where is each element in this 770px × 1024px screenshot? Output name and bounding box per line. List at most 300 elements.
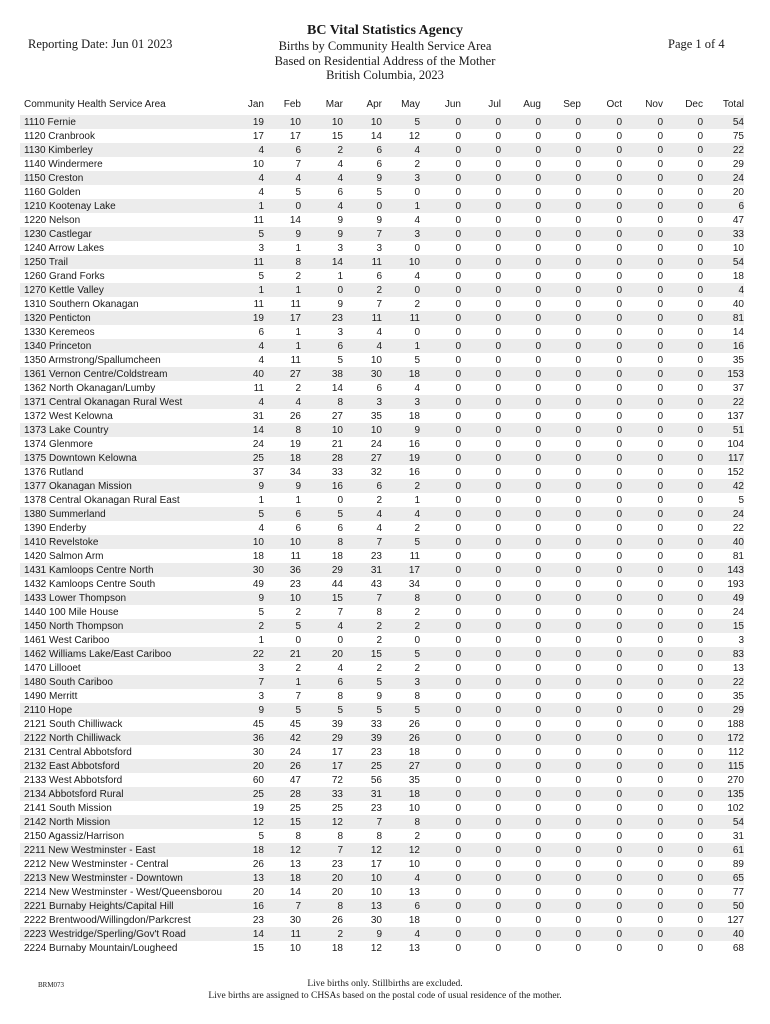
table-row: [20, 479, 744, 493]
value-cell: 0: [535, 942, 541, 954]
value-cell: 40: [732, 298, 744, 310]
value-cell: 0: [663, 171, 703, 185]
value-cell: 5: [376, 186, 382, 198]
value-cell: 0: [657, 466, 663, 478]
value-cell: 0: [581, 171, 622, 185]
value-cell: 0: [581, 423, 622, 437]
value-cell: 25: [343, 759, 382, 773]
value-cell: 15: [343, 647, 382, 661]
report-title: BC Vital Statistics Agency: [307, 23, 463, 38]
value-cell: 0: [657, 914, 663, 926]
value-cell: 0: [575, 718, 581, 730]
table-row: [20, 381, 744, 395]
value-cell: 0: [657, 774, 663, 786]
value-cell: 0: [581, 563, 622, 577]
value-cell: 0: [575, 438, 581, 450]
value-cell: 34: [289, 466, 301, 478]
value-cell: 117: [703, 451, 744, 465]
value-cell: 4: [264, 395, 301, 409]
value-cell: 3: [258, 662, 264, 674]
value-cell: 15: [252, 942, 264, 954]
value-cell: 10: [301, 115, 343, 129]
value-cell: 81: [703, 311, 744, 325]
value-cell: 0: [657, 718, 663, 730]
value-cell: 27: [331, 410, 343, 422]
value-cell: 153: [703, 367, 744, 381]
value-cell: 0: [535, 354, 541, 366]
value-cell: 0: [616, 914, 622, 926]
value-cell: 7: [337, 606, 343, 618]
table-row: [20, 633, 744, 647]
value-cell: 23: [301, 311, 343, 325]
value-cell: 0: [616, 858, 622, 870]
area-name-cell: 2110 Hope: [20, 703, 232, 717]
value-cell: 0: [616, 214, 622, 226]
value-cell: 12: [301, 815, 343, 829]
value-cell: 0: [455, 578, 461, 590]
value-cell: 0: [697, 214, 703, 226]
value-cell: 37: [732, 382, 744, 394]
value-cell: 0: [622, 479, 663, 493]
value-cell: 0: [461, 591, 501, 605]
value-cell: 0: [657, 130, 663, 142]
area-name-cell: 2121 South Chilliwack: [24, 718, 123, 730]
table-row: [20, 745, 744, 759]
value-cell: 0: [495, 158, 501, 170]
value-cell: 0: [663, 815, 703, 829]
value-cell: 9: [264, 479, 301, 493]
value-cell: 0: [581, 787, 622, 801]
area-name-cell: 1462 Williams Lake/East Cariboo: [20, 647, 232, 661]
value-cell: 2: [343, 619, 382, 633]
value-cell: 0: [622, 619, 663, 633]
value-cell: 4: [337, 158, 343, 170]
value-cell: 25: [232, 787, 264, 801]
value-cell: 0: [581, 199, 622, 213]
value-cell: 0: [697, 802, 703, 814]
value-cell: 0: [495, 214, 501, 226]
value-cell: 0: [495, 886, 501, 898]
value-cell: 0: [657, 662, 663, 674]
value-cell: 0: [420, 171, 461, 185]
value-cell: 6: [301, 675, 343, 689]
value-cell: 5: [301, 507, 343, 521]
value-cell: 5: [382, 535, 420, 549]
value-cell: 0: [581, 731, 622, 745]
value-cell: 9: [376, 690, 382, 702]
value-cell: 2: [232, 619, 264, 633]
value-cell: 0: [535, 606, 541, 618]
area-name-cell: 2133 West Abbotsford: [24, 774, 123, 786]
value-cell: 30: [343, 367, 382, 381]
value-cell: 4: [232, 395, 264, 409]
value-cell: 0: [501, 563, 541, 577]
value-cell: 54: [703, 255, 744, 269]
value-cell: 0: [420, 927, 461, 941]
area-name-cell: 1420 Salmon Arm: [24, 550, 104, 562]
value-cell: 0: [455, 606, 461, 618]
value-cell: 0: [420, 115, 461, 129]
value-cell: 0: [541, 731, 581, 745]
value-cell: 1: [295, 242, 301, 254]
value-cell: 0: [581, 759, 622, 773]
value-cell: 0: [535, 466, 541, 478]
area-name-cell: 1431 Kamloops Centre North: [20, 563, 232, 577]
value-cell: 0: [541, 171, 581, 185]
value-cell: 15: [264, 815, 301, 829]
value-cell: 0: [663, 759, 703, 773]
value-cell: 0: [616, 522, 622, 534]
value-cell: 0: [420, 339, 461, 353]
value-cell: 0: [622, 815, 663, 829]
value-cell: 0: [420, 451, 461, 465]
value-cell: 13: [289, 858, 301, 870]
value-cell: 2: [301, 143, 343, 157]
value-cell: 4: [232, 143, 264, 157]
value-cell: 38: [301, 367, 343, 381]
value-cell: 0: [616, 942, 622, 954]
value-cell: 39: [343, 731, 382, 745]
value-cell: 0: [535, 130, 541, 142]
value-cell: 0: [622, 899, 663, 913]
value-cell: 7: [301, 843, 343, 857]
value-cell: 18: [232, 843, 264, 857]
area-name-cell: 2223 Westridge/Sperling/Gov't Road: [20, 927, 232, 941]
value-cell: 2: [414, 662, 420, 674]
table-row: [20, 465, 744, 479]
table-row: [20, 675, 744, 689]
table-row: [20, 115, 744, 129]
value-cell: 0: [501, 479, 541, 493]
value-cell: 0: [495, 718, 501, 730]
area-name-cell: 1310 Southern Okanagan: [24, 298, 139, 310]
value-cell: 0: [581, 535, 622, 549]
area-name-cell: 2221 Burnaby Heights/Capital Hill: [20, 899, 232, 913]
value-cell: 10: [732, 242, 744, 254]
table-row: [20, 563, 744, 577]
value-cell: 3: [258, 690, 264, 702]
value-cell: 0: [663, 843, 703, 857]
value-cell: 0: [420, 591, 461, 605]
column-header-dec: Dec: [685, 99, 703, 110]
area-name-cell: 1432 Kamloops Centre South: [24, 578, 156, 590]
value-cell: 0: [622, 535, 663, 549]
value-cell: 5: [264, 703, 301, 717]
value-cell: 0: [455, 718, 461, 730]
value-cell: 0: [382, 283, 420, 297]
value-cell: 0: [575, 662, 581, 674]
value-cell: 0: [663, 787, 703, 801]
value-cell: 5: [337, 354, 343, 366]
area-name-cell: 1160 Golden: [24, 186, 81, 198]
value-cell: 2: [382, 479, 420, 493]
value-cell: 0: [581, 843, 622, 857]
table-row: [20, 731, 744, 745]
value-cell: 0: [501, 815, 541, 829]
value-cell: 0: [501, 899, 541, 913]
value-cell: 18: [732, 270, 744, 282]
value-cell: 2: [414, 830, 420, 842]
value-cell: 12: [370, 942, 382, 954]
table-row: [20, 241, 744, 255]
value-cell: 44: [331, 578, 343, 590]
value-cell: 0: [657, 214, 663, 226]
value-cell: 16: [408, 466, 420, 478]
value-cell: 0: [461, 787, 501, 801]
value-cell: 0: [616, 242, 622, 254]
value-cell: 0: [616, 774, 622, 786]
column-header-feb: Feb: [283, 99, 301, 110]
value-cell: 0: [541, 339, 581, 353]
value-cell: 0: [495, 914, 501, 926]
value-cell: 10: [264, 591, 301, 605]
value-cell: 0: [495, 298, 501, 310]
value-cell: 0: [657, 410, 663, 422]
value-cell: 4: [258, 354, 264, 366]
value-cell: 27: [382, 759, 420, 773]
value-cell: 0: [575, 242, 581, 254]
area-name-cell: 1270 Kettle Valley: [20, 283, 232, 297]
value-cell: 0: [455, 802, 461, 814]
value-cell: 60: [252, 774, 264, 786]
area-name-cell: 1330 Keremeos: [24, 326, 95, 338]
value-cell: 29: [703, 703, 744, 717]
value-cell: 30: [252, 746, 264, 758]
value-cell: 3: [337, 326, 343, 338]
value-cell: 45: [252, 718, 264, 730]
value-cell: 0: [581, 647, 622, 661]
footer-note-1: Live births only. Stillbirths are excluded.: [307, 979, 463, 989]
value-cell: 14: [301, 255, 343, 269]
value-cell: 0: [461, 479, 501, 493]
value-cell: 14: [289, 214, 301, 226]
value-cell: 0: [455, 410, 461, 422]
value-cell: 0: [663, 199, 703, 213]
value-cell: 0: [575, 578, 581, 590]
value-cell: 83: [703, 647, 744, 661]
value-cell: 7: [264, 899, 301, 913]
value-cell: 2: [414, 606, 420, 618]
value-cell: 0: [697, 438, 703, 450]
area-name-cell: 1320 Penticton: [20, 311, 232, 325]
value-cell: 0: [461, 675, 501, 689]
value-cell: 0: [663, 871, 703, 885]
value-cell: 13: [732, 662, 744, 674]
value-cell: 172: [703, 731, 744, 745]
value-cell: 10: [232, 535, 264, 549]
value-cell: 14: [370, 130, 382, 142]
value-cell: 24: [289, 746, 301, 758]
value-cell: 0: [535, 578, 541, 590]
value-cell: 270: [727, 774, 744, 786]
value-cell: 3: [382, 675, 420, 689]
value-cell: 0: [657, 634, 663, 646]
value-cell: 8: [414, 690, 420, 702]
table-row: [20, 843, 744, 857]
value-cell: 18: [331, 942, 343, 954]
page-indicator: Page 1 of 4: [668, 37, 725, 51]
table-row: [20, 577, 744, 591]
value-cell: 0: [575, 354, 581, 366]
value-cell: 9: [337, 214, 343, 226]
area-name-cell: 1373 Lake Country: [20, 423, 232, 437]
value-cell: 0: [343, 199, 382, 213]
value-cell: 5: [343, 703, 382, 717]
value-cell: 13: [343, 899, 382, 913]
value-cell: 34: [408, 578, 420, 590]
value-cell: 22: [703, 143, 744, 157]
value-cell: 0: [414, 326, 420, 338]
value-cell: 6: [376, 382, 382, 394]
area-name-cell: 2222 Brentwood/Willingdon/Parkcrest: [24, 914, 191, 926]
value-cell: 6: [258, 326, 264, 338]
value-cell: 0: [495, 466, 501, 478]
value-cell: 0: [581, 311, 622, 325]
value-cell: 61: [703, 843, 744, 857]
value-cell: 6: [337, 186, 343, 198]
value-cell: 3: [382, 171, 420, 185]
value-cell: 0: [501, 843, 541, 857]
value-cell: 6: [301, 339, 343, 353]
value-cell: 16: [703, 339, 744, 353]
value-cell: 2: [301, 927, 343, 941]
area-name-cell: 1230 Castlegar: [20, 227, 232, 241]
value-cell: 12: [382, 843, 420, 857]
value-cell: 4: [264, 171, 301, 185]
value-cell: 9: [343, 171, 382, 185]
value-cell: 0: [575, 690, 581, 702]
value-cell: 0: [420, 815, 461, 829]
value-cell: 2: [414, 158, 420, 170]
value-cell: 4: [414, 214, 420, 226]
value-cell: 0: [622, 843, 663, 857]
value-cell: 17: [331, 746, 343, 758]
value-cell: 112: [728, 746, 744, 758]
value-cell: 8: [382, 815, 420, 829]
value-cell: 0: [657, 886, 663, 898]
value-cell: 0: [501, 255, 541, 269]
value-cell: 21: [264, 647, 301, 661]
value-cell: 0: [535, 634, 541, 646]
value-cell: 19: [382, 451, 420, 465]
table-row: [20, 269, 744, 283]
value-cell: 0: [501, 311, 541, 325]
table-row: [20, 703, 744, 717]
value-cell: 29: [301, 563, 343, 577]
value-cell: 0: [697, 522, 703, 534]
value-cell: 0: [616, 690, 622, 702]
value-cell: 0: [697, 634, 703, 646]
value-cell: 0: [535, 270, 541, 282]
value-cell: 0: [337, 634, 343, 646]
area-name-cell: 2142 North Mission: [20, 815, 232, 829]
value-cell: 0: [495, 942, 501, 954]
value-cell: 0: [622, 871, 663, 885]
value-cell: 0: [264, 199, 301, 213]
column-header-jun: Jun: [444, 99, 461, 110]
value-cell: 0: [663, 339, 703, 353]
value-cell: 0: [622, 227, 663, 241]
value-cell: 19: [232, 115, 264, 129]
value-cell: 40: [232, 367, 264, 381]
value-cell: 0: [501, 619, 541, 633]
value-cell: 0: [420, 395, 461, 409]
table-row: [20, 661, 744, 675]
value-cell: 89: [732, 858, 744, 870]
value-cell: 0: [455, 858, 461, 870]
value-cell: 0: [461, 367, 501, 381]
value-cell: 0: [697, 410, 703, 422]
value-cell: 11: [253, 382, 264, 394]
value-cell: 0: [535, 802, 541, 814]
value-cell: 0: [581, 255, 622, 269]
value-cell: 0: [535, 298, 541, 310]
value-cell: 0: [541, 759, 581, 773]
value-cell: 81: [732, 550, 744, 562]
value-cell: 0: [337, 494, 343, 506]
value-cell: 15: [703, 619, 744, 633]
value-cell: 0: [657, 382, 663, 394]
value-cell: 18: [264, 871, 301, 885]
value-cell: 7: [376, 298, 382, 310]
report-code: BRM073: [38, 981, 65, 989]
value-cell: 10: [370, 354, 382, 366]
value-cell: 188: [727, 718, 744, 730]
value-cell: 6: [703, 199, 744, 213]
area-name-cell: 2150 Agassiz/Harrison: [24, 830, 125, 842]
value-cell: 4: [382, 927, 420, 941]
value-cell: 0: [541, 311, 581, 325]
value-cell: 0: [455, 186, 461, 198]
value-cell: 7: [343, 591, 382, 605]
value-cell: 12: [343, 843, 382, 857]
value-cell: 0: [495, 326, 501, 338]
value-cell: 0: [420, 479, 461, 493]
value-cell: 6: [376, 270, 382, 282]
area-name-cell: 2132 East Abbotsford: [20, 759, 232, 773]
value-cell: 6: [343, 479, 382, 493]
value-cell: 0: [622, 927, 663, 941]
value-cell: 0: [657, 802, 663, 814]
value-cell: 14: [232, 423, 264, 437]
value-cell: 0: [697, 662, 703, 674]
value-cell: 10: [343, 115, 382, 129]
value-cell: 22: [232, 647, 264, 661]
value-cell: 23: [252, 914, 264, 926]
value-cell: 0: [622, 703, 663, 717]
value-cell: 18: [264, 451, 301, 465]
value-cell: 0: [535, 410, 541, 422]
value-cell: 0: [495, 802, 501, 814]
table-row: [20, 367, 744, 381]
area-name-cell: 1376 Rutland: [24, 466, 84, 478]
value-cell: 0: [495, 746, 501, 758]
value-cell: 56: [370, 774, 382, 786]
value-cell: 35: [408, 774, 420, 786]
value-cell: 0: [420, 731, 461, 745]
value-cell: 29: [732, 158, 744, 170]
value-cell: 0: [414, 186, 420, 198]
value-cell: 0: [575, 550, 581, 562]
value-cell: 8: [337, 690, 343, 702]
value-cell: 0: [461, 703, 501, 717]
table-row: [20, 171, 744, 185]
value-cell: 11: [253, 214, 264, 226]
value-cell: 0: [501, 535, 541, 549]
area-name-cell: 1340 Princeton: [20, 339, 232, 353]
table-row: [20, 283, 744, 297]
table-row: [20, 605, 744, 619]
